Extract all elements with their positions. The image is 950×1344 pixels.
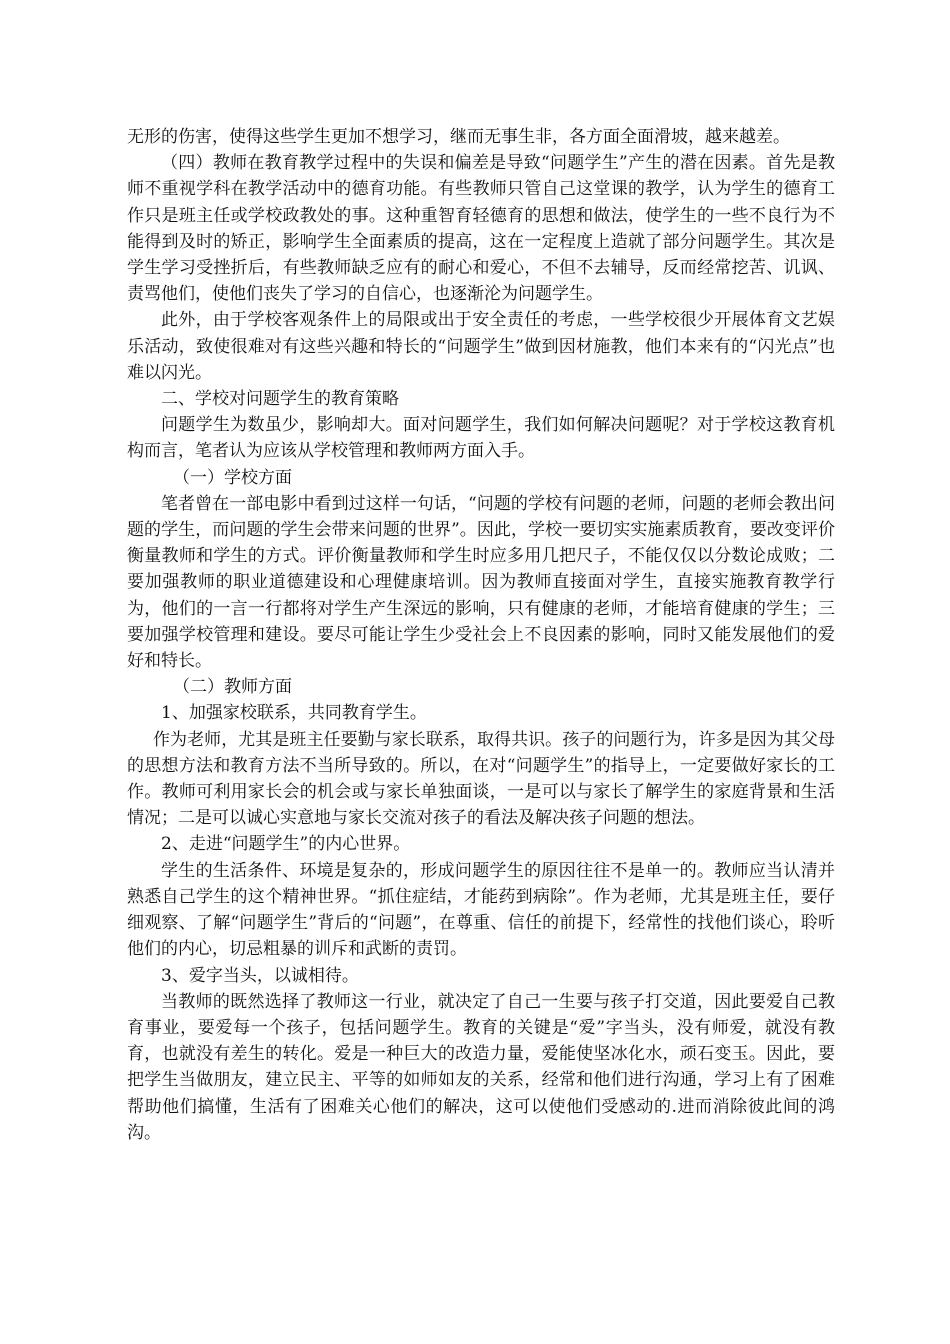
paragraph-continuation: 无形的伤害，使得这些学生更加不想学习，继而无事生非，各方面全面滑坡，越来越差。 <box>127 127 790 147</box>
paragraph-intro-strategies: 问题学生为数虽少，影响却大。面对问题学生，我们如何解决问题呢？对于学校这教育机构而言，笔者认为应该从学校管理和教师两方面入手。 <box>127 415 835 462</box>
subheading-teacher: （二）教师方面 <box>173 677 292 698</box>
paragraph-item-1: 作为老师，尤其是班主任要勤与家长联系，取得共识。孩子的问题行为，许多是因为其父母的思想方法和教育方法不当所导致的。所以，在对“问题学生”的指导上，一定要做好家长的工作。教师可利用家长会的机会或与家长单独面谈，一是可以与家长了解学生的家庭背景和生活情况；二是可以诚心实意地与家长交流对孩子的看法及解决孩子问题的想法。 <box>127 729 835 829</box>
item-heading-3: 3、爱字当头，以诚相待。 <box>161 965 359 986</box>
paragraph-item-3: 当教师的既然选择了教师这一行业，就决定了自己一生要与孩子打交道，因此要爱自己教育事业，要爱每一个孩子，包括问题学生。教育的关键是“爱”字当头，没有师爱，就没有教育，也就没有差生的转化。爱是一种巨大的改造力量，爱能使坚冰化水，顽石变玉。因此，要把学生当做朋友，建立民主、平等的如师如友的关系，经常和他们进行沟通，学习上有了困难帮助他们搞懂，生活有了困难关心他们的解决，这可以使他们受感动的.进而消除彼此间的鸿沟。 <box>127 991 835 1143</box>
item-heading-1: 1、加强家校联系，共同教育学生。 <box>161 703 427 724</box>
heading-strategies: 二、学校对问题学生的教育策略 <box>161 389 399 410</box>
document-page <box>127 124 835 1146</box>
paragraph-besides: 此外，由于学校客观条件上的局限或出于安全责任的考虑，一些学校很少开展体育文艺娱乐活动，致使很难对有这些兴趣和特长的“问题学生”做到因材施教，他们本来有的“闪光点”也难以闪光。 <box>127 310 835 383</box>
subheading-school: （一）学校方面 <box>173 467 292 488</box>
item-heading-2: 2、走进“问题学生”的内心世界。 <box>161 834 411 855</box>
paragraph-item-2: 学生的生活条件、环境是复杂的，形成问题学生的原因往往不是单一的。教师应当认清并熟悉自己学生的这个精神世界。“抓住症结，才能药到病除”。作为老师，尤其是班主任，要仔细观察、了解“问题学生”背后的“问题”，在尊重、信任的前提下，经常性的找他们谈心，聆听他们的内心，切忌粗暴的训斥和武断的责罚。 <box>127 860 835 960</box>
paragraph-section-four: （四）教师在教育教学过程中的失误和偏差是导致“问题学生”产生的潜在因素。首先是教师不重视学科在教学活动中的德育功能。有些教师只管自己这堂课的教学，认为学生的德育工作只是班主任或学校政教处的事。这种重智育轻德育的思想和做法，使学生的一些不良行为不能得到及时的矫正，影响学生全面素质的提高，这在一定程度上造就了部分问题学生。其次是学生学习受挫折后，有些教师缺乏应有的耐心和爱心，不但不去辅导，反而经常挖苦、讥讽、责骂他们，使他们丧失了学习的自信心，也逐渐沦为问题学生。 <box>127 153 835 305</box>
paragraph-school: 笔者曾在一部电影中看到过这样一句话，“问题的学校有问题的老师，问题的老师会教出问题的学生，而问题的学生会带来问题的世界”。因此，学校一要切实实施素质教育，要改变评价衡量教师和学生的方式。评价衡量教师和学生时应多用几把尺子，不能仅仅以分数论成败；二要加强教师的职业道德建设和心理健康培训。因为教师直接面对学生，直接实施教育教学行为，他们的一言一行都将对学生产生深远的影响，只有健康的老师，才能培育健康的学生；三要加强学校管理和建设。要尽可能让学生少受社会上不良因素的影响，同时又能发展他们的爱好和特长。 <box>127 493 835 672</box>
